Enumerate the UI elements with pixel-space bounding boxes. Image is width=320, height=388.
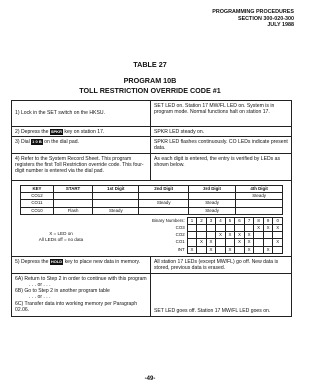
header-line-1: PROGRAMMING PROCEDURES [212, 9, 294, 15]
table-row: CO1 X X X X X [102, 239, 283, 246]
digit-4-header: 4th Digit [236, 186, 283, 193]
digit-1-header: 1st Digit [93, 186, 139, 193]
page-number: -49- [144, 376, 156, 382]
table-row: CO2 X X X X [102, 232, 283, 239]
step-5-right: All station 17 LEDs (except MW/FL) go off. New data is stored, previous data is erased. [154, 258, 279, 272]
document-header [212, 9, 294, 29]
header-line-2: SECTION 300-020-300 [237, 15, 294, 22]
override-title: TOLL RESTRICTION OVERRIDE CODE #1 [79, 86, 221, 95]
procedure-grid [11, 100, 292, 317]
step-6-left: 6A) Return to Step 2 in order to continue with this program . . . or . . . 6B) Go to Step 2 in another program table . . . or . . . 6C) Transfer data into working memory per Paragraph 02.06. [12, 274, 151, 316]
table-row: CO12 Steady [21, 193, 283, 200]
step-1-right: SET LED on. Station 17 MW/FL LED on. System is in program mode. Normal functions halt on station 17. [154, 103, 275, 116]
step-5-left: 5) Depress the HOLD key to place new data in memory. [12, 257, 151, 273]
step-3-left: 3) Dial 1 0 B on the dial pad. [12, 137, 151, 153]
step-2-left: 2) Depress the SPKR key on station 17. [12, 127, 151, 136]
led-key-table [20, 185, 283, 215]
step-2-right: SPKR LED steady on. [154, 129, 205, 135]
table-row: CO11 Steady Steady [21, 200, 283, 207]
program-title: PROGRAM 10B [123, 76, 177, 85]
header-line-3: JULY 1988 [267, 22, 294, 29]
hold-key-icon: HOLD [50, 258, 63, 264]
table-row: CO10 Flash Steady Steady [21, 207, 283, 214]
table-row: INT X X X X X [102, 246, 283, 253]
binary-label: Binary Numbers: [151, 217, 185, 223]
dial-digits-icon: 1 0 B [32, 139, 42, 144]
table-row: CO3 X X X [102, 225, 283, 232]
step-3-right: SPKR LED flashes continuously. CO LEDs indicate present data. [154, 139, 288, 152]
spkr-key-icon: SPKR [50, 129, 62, 134]
digit-2-header: 2nd Digit [139, 186, 189, 193]
binary-table: Binary Numbers: 1 2 3 4 5 6 7 8 9 0 CO3 X X X CO2 X X X X CO1 X X X X X INT X X X X X [102, 217, 283, 254]
binary-legend: X = LED on All LEDs off = no data [38, 230, 84, 243]
digit-3-header: 3rd Digit [188, 186, 235, 193]
start-header: START [53, 186, 92, 193]
key-header: KEY [21, 186, 54, 193]
step-4-right: As each digit is entered, the entry is verified by LEDs as shown below. [154, 156, 280, 169]
table-title: TABLE 27 [133, 60, 167, 69]
step-1-left: 1) Lock in the SET switch on the HKSU. [12, 101, 151, 126]
step-4-left: 4) Refer to the System Record Sheet. This program registers the first Toll Restriction override code. This four-digit number is entered via the dial pad. [12, 154, 151, 180]
step-6-right: SET LED goes off. Station 17 MW/FL LED goes on. [154, 307, 271, 314]
